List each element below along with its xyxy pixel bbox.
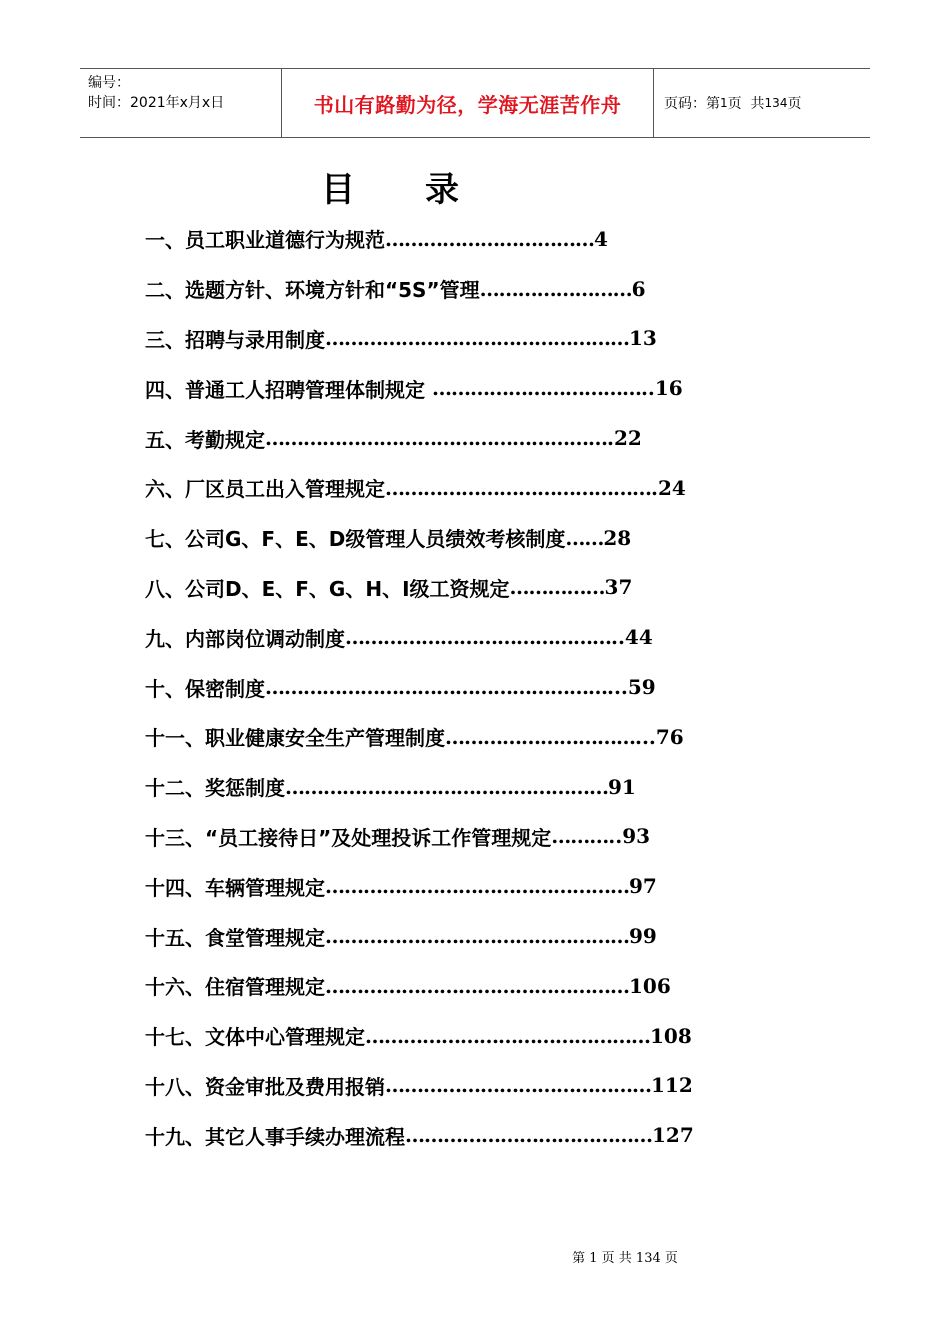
time-label: 时间：2021年x月x日 [88, 95, 225, 111]
toc-entry-label: 三、招聘与录用制度 [145, 327, 325, 352]
toc-entry-label: 十八、资金审批及费用报销 [145, 1074, 385, 1099]
page-mid: 页 共 [727, 96, 765, 112]
toc-entry-leader: …………………………………… [345, 625, 611, 650]
toc-entry[interactable] [145, 513, 745, 563]
toc-entry-leader: ……………………………………………… [265, 426, 607, 451]
toc-entry-label: 二、选题方针、环境方针和“5S”管理 [145, 278, 480, 303]
toc-entry[interactable] [145, 662, 745, 712]
toc-entry[interactable] [145, 563, 745, 613]
page-header [80, 68, 870, 138]
toc-entry-label: 六、厂区员工出入管理规定 [145, 477, 385, 502]
toc-entry-leader: …………………… [479, 276, 632, 301]
toc-entry-label: 十三、“员工接待日”及处理投诉工作管理规定 [145, 825, 552, 850]
toc-entry-leader: ………………………………………… [325, 326, 629, 351]
toc-entry-page: 6 [631, 276, 646, 301]
toc-entry[interactable] [145, 314, 745, 364]
toc-entry-leader: …………………………… [431, 376, 641, 401]
toc-entry-page: ..44 [611, 625, 653, 650]
toc-entry-leader: …………………………………………… [285, 774, 608, 799]
page-footer: 第 1 页 共 134 页 [572, 1251, 678, 1266]
toc-entry-page: 13 [629, 326, 657, 351]
toc-entry-page: ...59 [607, 675, 656, 700]
toc-entry[interactable] [145, 911, 745, 961]
toc-entry[interactable] [145, 762, 745, 812]
toc-entry-leader: ………………………………… [405, 1123, 652, 1148]
page-prefix: 页码：第 [664, 96, 720, 112]
toc-entry-leader: …………………………………… [385, 475, 651, 500]
toc-entry-leader: ………………………………………… [325, 924, 629, 949]
toc-entry-page: 106 [629, 973, 671, 998]
toc-entry-page: 28 [603, 525, 632, 550]
toc-entry[interactable] [145, 712, 745, 762]
toc-entry[interactable] [145, 264, 745, 314]
toc-entry-label: 十一、职业健康安全生产管理制度 [145, 726, 445, 751]
toc-entry-page: .24 [651, 475, 686, 500]
toc-entry[interactable] [145, 961, 745, 1011]
toc-entry-page: 127 [652, 1123, 694, 1148]
toc-entry-page: ..93 [608, 824, 651, 849]
toc-entry[interactable] [145, 1011, 745, 1061]
toc-entry-label: 七、公司G、F、E、D级管理人员绩效考核制度 [145, 527, 566, 552]
page-suffix: 页 [787, 96, 802, 112]
header-meta [80, 69, 282, 137]
toc-entry-leader: ………………………… [445, 724, 635, 749]
toc-entry-leader: ……………………………………… [365, 1023, 650, 1048]
toc-entry-page: .22 [607, 426, 642, 451]
header-motto: 书山有路勤为径，学海无涯苦作舟 [282, 69, 654, 137]
toc-entry[interactable] [145, 861, 745, 911]
toc-entry-label: 十五、食堂管理规定 [145, 925, 325, 950]
header-page-number [654, 69, 870, 137]
toc-entry-leader: ……………………………………………… [265, 675, 607, 700]
toc-entry-page: ..16 [640, 376, 683, 401]
toc-entry-leader: …………………………………… [385, 1073, 651, 1098]
page-total: 134 [764, 96, 788, 110]
toc-entry-page: 91 [608, 774, 636, 799]
page-current: 1 [720, 96, 728, 110]
toc-entry-label: 五、考勤规定 [145, 427, 265, 452]
toc-entry-label: 十九、其它人事手续办理流程 [145, 1124, 405, 1149]
toc-entry[interactable] [145, 413, 745, 463]
toc-entry[interactable] [145, 363, 745, 413]
toc-entry-label: 八、公司D、E、F、G、H、I级工资规定 [145, 576, 510, 601]
toc-entry-leader: ……… [551, 824, 609, 849]
toc-entry-page: 97 [629, 874, 657, 899]
toc-entry-leader: …… [565, 525, 604, 550]
toc-entry[interactable] [145, 463, 745, 513]
toc-entry-page: 112 [651, 1073, 693, 1098]
toc-entry-leader: ………………………………………… [325, 973, 629, 998]
toc-entry-page: ...76 [635, 724, 684, 749]
toc-entry-label: 十六、住宿管理规定 [145, 975, 325, 1000]
toc-entry[interactable] [145, 1061, 745, 1111]
number-label: 编号： [88, 75, 130, 91]
toc-entry-label: 十二、奖惩制度 [145, 776, 285, 801]
toc-entry-label: 一、员工职业道德行为规范 [145, 228, 385, 253]
toc-entry-leader: …………… [509, 575, 605, 600]
toc-entry[interactable] [145, 812, 745, 862]
toc-entry-leader: …………………………… [385, 226, 594, 251]
toc-entry-page: 4 [594, 226, 608, 251]
toc-entry-page: 37 [604, 575, 633, 600]
toc-entry-label: 九、内部岗位调动制度 [145, 626, 345, 651]
toc-entry-label: 十、保密制度 [145, 676, 265, 701]
toc-entry-page: 99 [629, 924, 657, 949]
page-title [0, 162, 780, 211]
toc-entry[interactable] [145, 214, 745, 264]
toc-entry[interactable] [145, 612, 745, 662]
toc-entry-label: 十七、文体中心管理规定 [145, 1025, 365, 1050]
toc-entry-page: 108 [650, 1023, 692, 1048]
table-of-contents [145, 214, 745, 1160]
title-part-2: 录 [425, 170, 459, 210]
toc-entry[interactable] [145, 1110, 745, 1160]
title-part-1: 目 [321, 170, 355, 210]
toc-entry-label: 十四、车辆管理规定 [145, 875, 325, 900]
toc-entry-label: 四、普通工人招聘管理体制规定 [145, 377, 432, 402]
toc-entry-leader: ………………………………………… [325, 874, 629, 899]
